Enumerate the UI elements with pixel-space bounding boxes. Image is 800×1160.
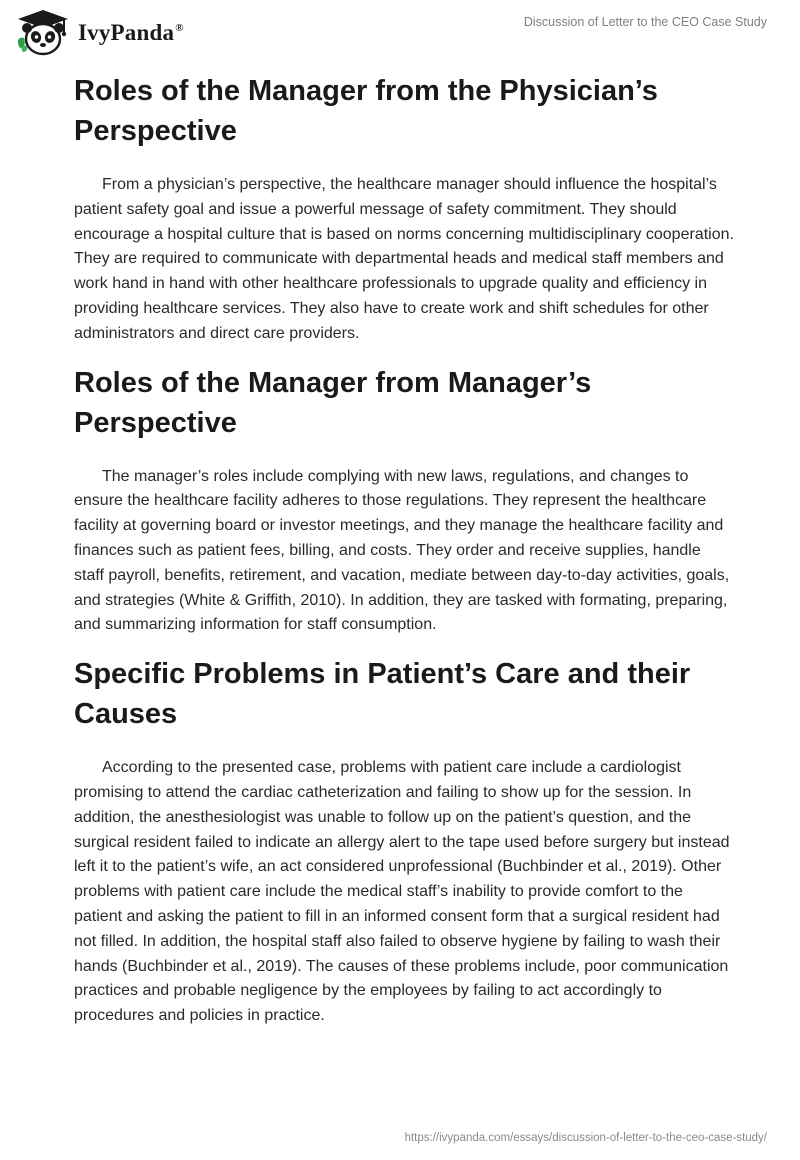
section-paragraph: The manager’s roles include complying with new laws, regulations, and changes to ensure the healthcare facility adheres to those regulations. They represent the healthcare facility at governing board or investor meetings, and they manage the healthcare facility and finances such as patient fees, billing, and costs. They order and receive supplies, handle staff payroll, benefits, retirement, and vacation, mediate between day-to-day activities, goals, and strategies (White & Griffith, 2010). In addition, they are tasked with formating, preparing, and summarizing information for staff consumption.: [74, 467, 730, 634]
brand-name: IvyPanda®: [78, 20, 184, 45]
document-title: Discussion of Letter to the CEO Case Study: [523, 15, 767, 29]
section-paragraph: From a physician’s perspective, the healthcare manager should influence the hospital’s patient safety goal and issue a powerful message of safety commitment. They should encourage a hospital culture that is based on norms concerning multidisciplinary cooperation. They are required to communicate with departmental heads and medical staff members and work hand in hand with other healthcare professionals to upgrade quality and efficiency in providing healthcare services. They also have to create work and shift schedules for other administrators and direct care providers.: [74, 176, 734, 342]
section-paragraph: According to the presented case, problems with patient care include a cardiologist promising to attend the cardiac catheterization and failing to show up for the session. In addition, the anesthesiologist was unable to follow up on the patient’s question, and the surgical resident failed to indicate an allergy alert to the tape used before surgery but instead left it to the patient’s wife, an act considered unprofessional (Buchbinder et al., 2019). Other problems with patient care include the medical staff’s inability to provide comfort to the patient and asking the patient to fill in an informed consent form that a surgical resident had not filled. In addition, the hospital staff also failed to observe hygiene by failing to wash their hands (Buchbinder et al., 2019). The causes of these problems include, poor communication practices and probable negligence by the employees by failing to act accordingly to procedures and policies in practice.: [74, 759, 730, 1025]
source-url-link[interactable]: https://ivypanda.com/essays/discussion-of-letter-to-the-ceo-case-study/: [404, 1132, 767, 1144]
page-header: [0, 0, 800, 70]
section-physician-perspective: [74, 71, 734, 347]
section-patient-care-problems: [74, 654, 734, 1029]
brand-logo[interactable]: [14, 8, 184, 58]
section-heading: Roles of the Manager from Manager’s Perspective: [74, 366, 592, 439]
article-body: [74, 70, 734, 1045]
section-heading: Roles of the Manager from the Physician’s Perspective: [74, 75, 658, 147]
panda-graduate-icon: [14, 8, 72, 58]
section-heading: Specific Problems in Patient’s Care and their Causes: [74, 658, 691, 731]
section-manager-perspective: [74, 363, 734, 639]
